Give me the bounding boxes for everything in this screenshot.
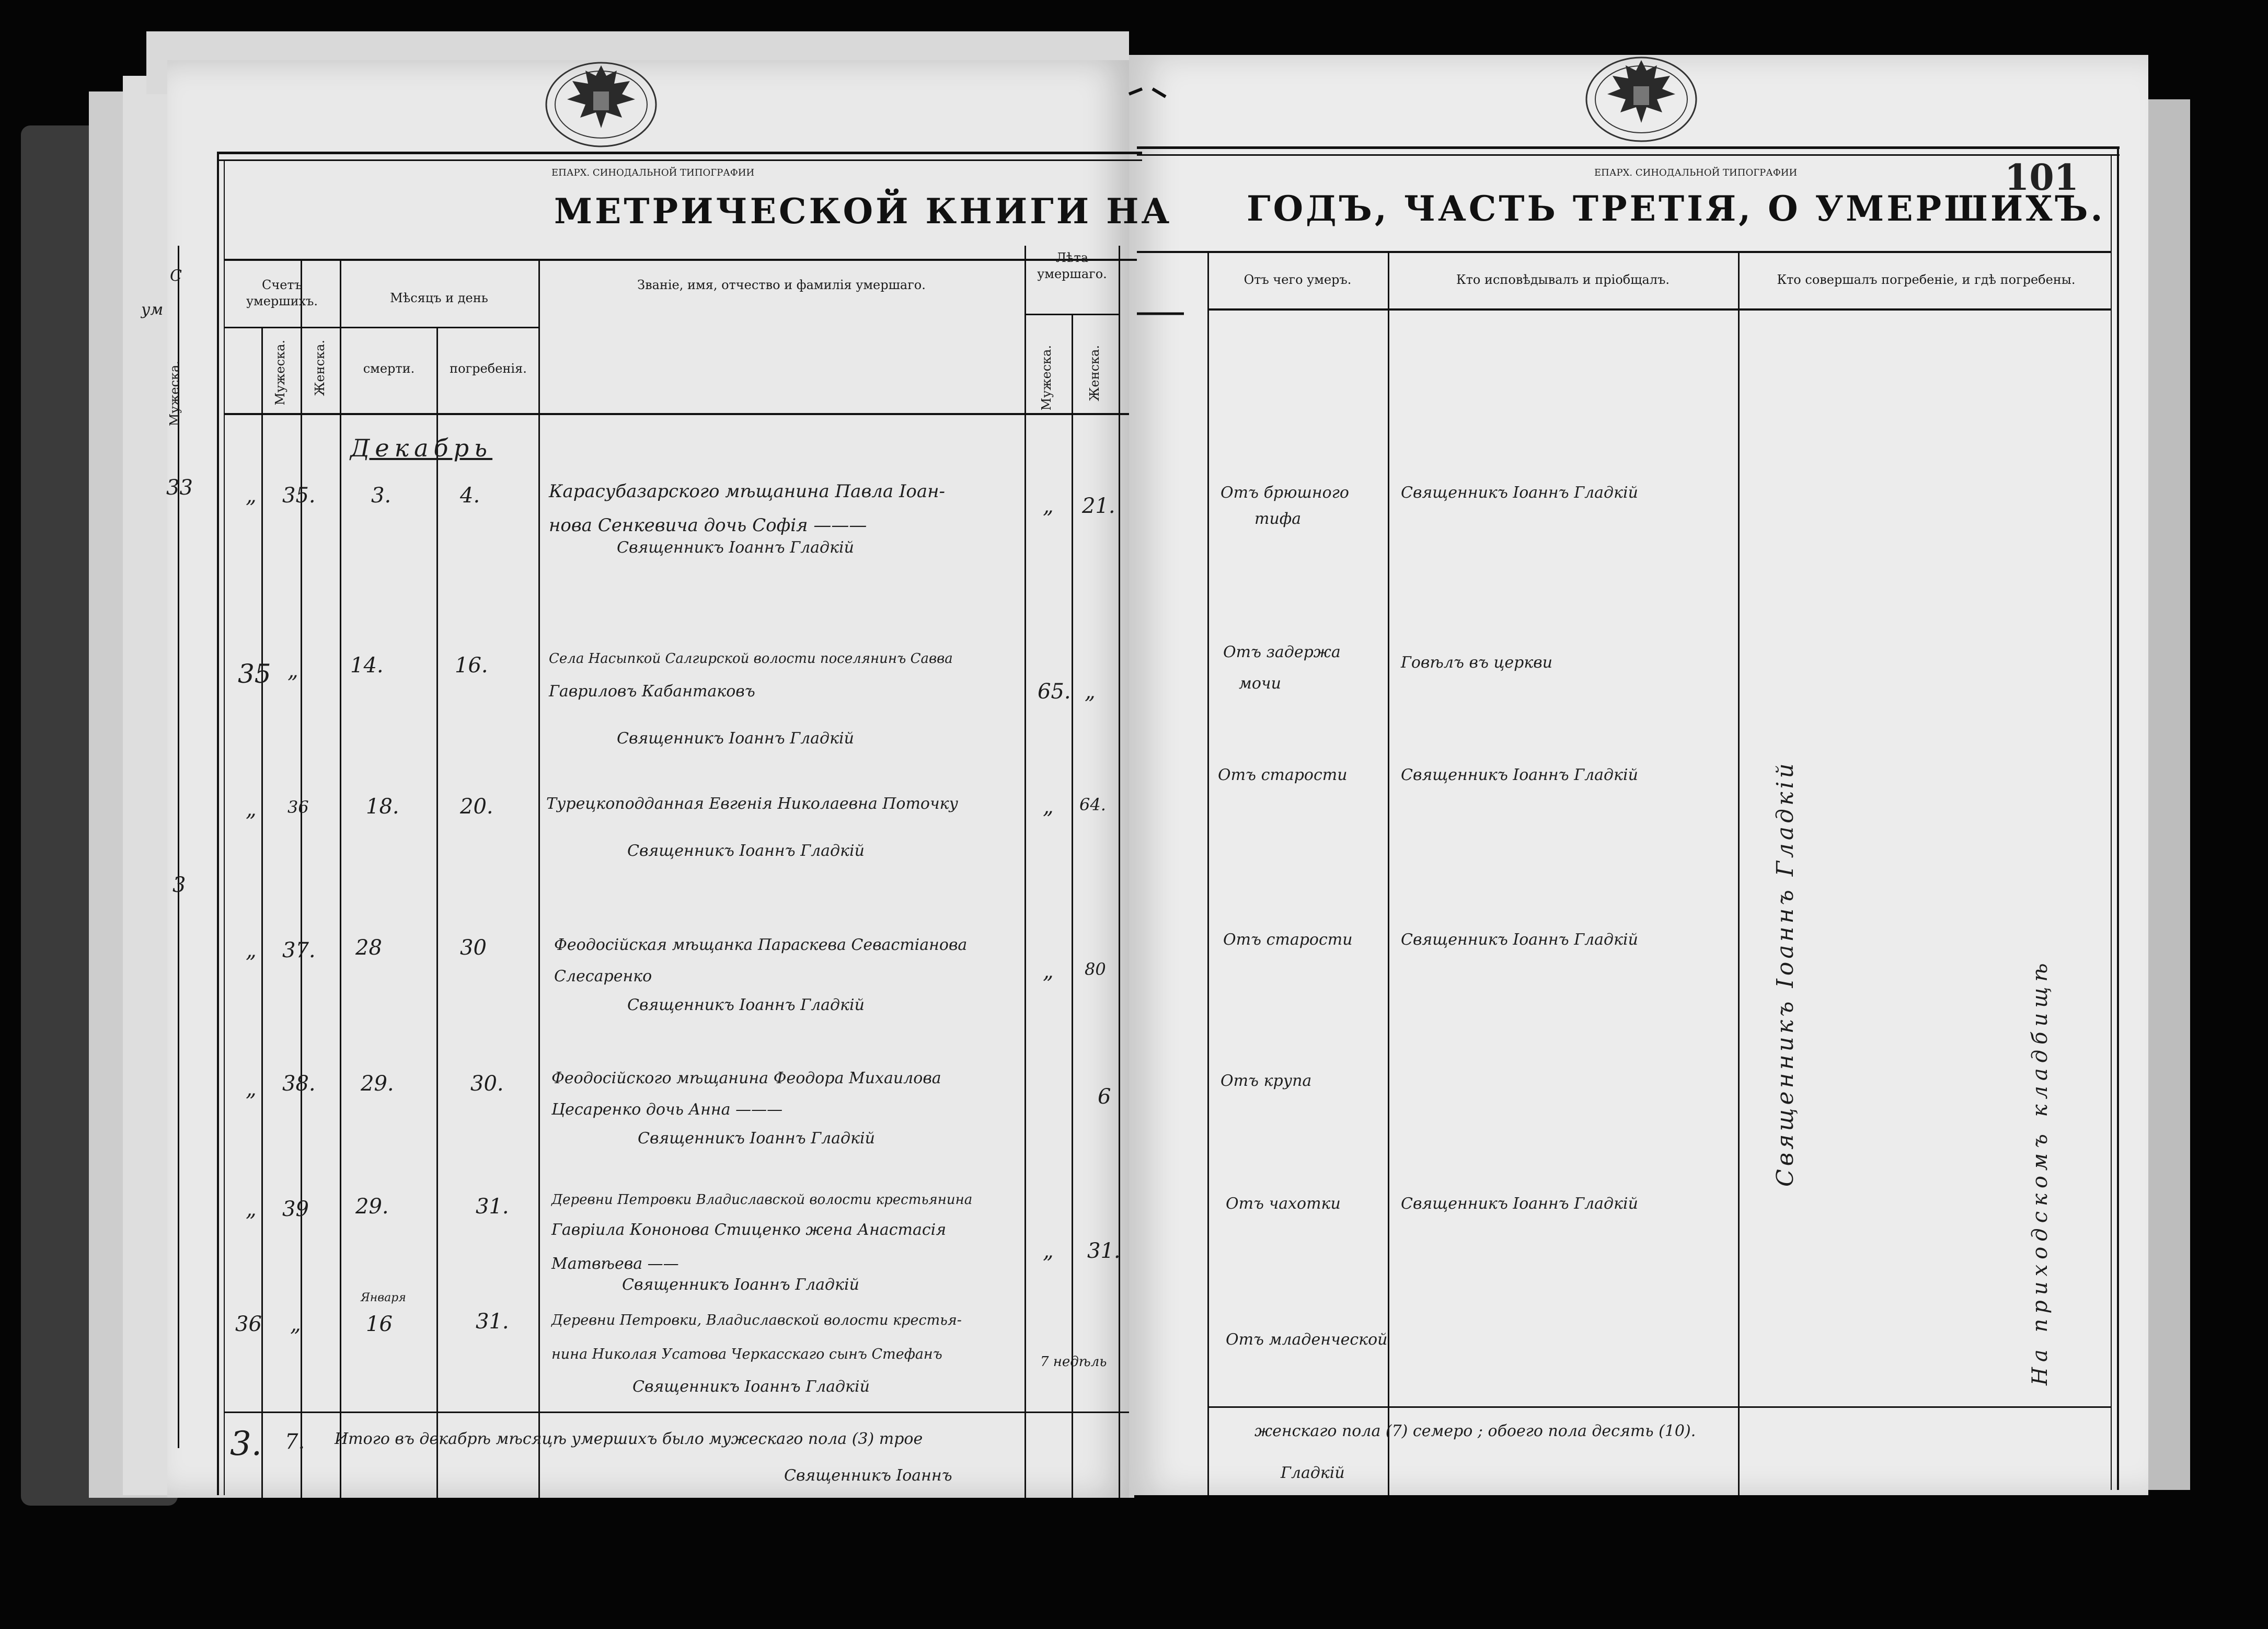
record-4-death: 28 bbox=[355, 936, 382, 960]
seal-label-right: ЕПАРХ. СИНОДАЛЬНОЙ ТИПОГРАФИИ bbox=[1594, 167, 1798, 178]
col-head-cause: Отъ чего умеръ. bbox=[1244, 272, 1352, 287]
frame-top-left-inner bbox=[217, 159, 1142, 161]
totals-text-left: Итого въ декабрѣ мѣсяцѣ умершихъ было мужескаго пола (3) трое bbox=[335, 1430, 923, 1448]
record-3-age-male: „ bbox=[1043, 795, 1054, 819]
totals-text-right: женскаго пола (7) семеро ; обоего пола десять (10). bbox=[1254, 1422, 1696, 1440]
record-5-male: „ bbox=[246, 1077, 257, 1101]
frame-top-left bbox=[217, 152, 1142, 154]
col-line-4 bbox=[436, 327, 438, 1498]
record-4-age-male: „ bbox=[1043, 959, 1054, 983]
record-5-death: 29. bbox=[361, 1072, 394, 1096]
record-6-confessor: Священникъ Іоаннъ Гладкій bbox=[1401, 1195, 1638, 1213]
prev-page-head-a: С bbox=[170, 267, 182, 285]
col-head-age-female: Женска. bbox=[1087, 345, 1102, 401]
record-7-burial: 31. bbox=[476, 1310, 509, 1334]
record-5-female: 38. bbox=[282, 1072, 316, 1096]
record-2-confessor: Говѣлъ въ церкви bbox=[1401, 653, 1553, 672]
record-7-name-line-1: Деревни Петровки, Владиславской волости крестья- bbox=[551, 1312, 962, 1328]
totals-sign-right: Гладкій bbox=[1281, 1464, 1345, 1482]
col-line-7 bbox=[1072, 314, 1073, 1498]
record-7-name-line-2: нина Николая Усатова Черкасскаго сынъ Стефанъ bbox=[551, 1346, 942, 1362]
prev-page-head-b: ум bbox=[141, 301, 164, 319]
col-line-6 bbox=[1024, 246, 1026, 1498]
table-subhead-left bbox=[225, 327, 538, 328]
record-4-male: „ bbox=[246, 938, 257, 962]
record-7-signature: Священникъ Іоаннъ Гладкій bbox=[632, 1378, 870, 1396]
record-6-age-female: 31. bbox=[1087, 1239, 1121, 1263]
totals-rule-right bbox=[1207, 1406, 2112, 1408]
table-top-right bbox=[1137, 251, 2112, 253]
record-1-female: 35. bbox=[282, 484, 316, 508]
record-6-signature: Священникъ Іоаннъ Гладкій bbox=[622, 1276, 859, 1294]
record-6-name-line-1: Деревни Петровки Владиславской волости крестьянина bbox=[551, 1192, 973, 1208]
col-head-count: Счетъ умершихъ. bbox=[246, 278, 318, 309]
record-6-female: 39 bbox=[282, 1197, 309, 1221]
col-head-female: Женска. bbox=[313, 340, 327, 396]
record-2-female: „ bbox=[287, 659, 298, 683]
record-1-age-male: „ bbox=[1043, 494, 1054, 518]
record-6-male: „ bbox=[246, 1197, 257, 1221]
side-note-priest-place: Священникъ Іоаннъ Гладкій bbox=[1772, 760, 1799, 1187]
col-line-10 bbox=[1388, 251, 1389, 1495]
record-6-cause-1: Отъ чахотки bbox=[1226, 1195, 1341, 1213]
record-2-name-line-1: Села Насыпкой Салгирской волости поселянинъ Савва bbox=[549, 651, 953, 667]
prev-page-num-3: 3 bbox=[172, 873, 186, 897]
record-2-name-line-2: Гавриловъ Кабантаковъ bbox=[549, 682, 755, 701]
col-head-burial: погребенія. bbox=[450, 361, 527, 376]
col-head-confessor: Кто исповѣдывалъ и пріобщалъ. bbox=[1456, 272, 1670, 287]
record-4-cause-1: Отъ старости bbox=[1223, 931, 1353, 949]
record-4-signature: Священникъ Іоаннъ Гладкій bbox=[627, 996, 865, 1014]
record-4-name-line-2: Слесаренко bbox=[554, 967, 652, 985]
frame-right bbox=[2117, 146, 2119, 1490]
record-3-confessor: Священникъ Іоаннъ Гладкій bbox=[1401, 766, 1638, 784]
side-note-cemetery: На приходскомъ кладбищѣ bbox=[2028, 958, 2052, 1385]
totals-rule-left bbox=[225, 1412, 1129, 1413]
record-1-name-line-2: нова Сенкевича дочь Софія ——— bbox=[549, 515, 867, 536]
record-5-name-line-1: Феодосійского мѣщанина Феодора Михаилова bbox=[551, 1069, 941, 1087]
record-1-burial: 4. bbox=[460, 484, 480, 508]
table-head-bottom-right bbox=[1207, 308, 2112, 311]
col-head-age-male: Мужеска. bbox=[1039, 345, 1054, 411]
record-7-death-note: Января bbox=[361, 1291, 406, 1304]
record-1-cause-2: тифа bbox=[1254, 510, 1302, 528]
record-7-male: 36 bbox=[235, 1312, 262, 1336]
col-head-death: смерти. bbox=[363, 361, 415, 376]
month-label: Декабрь bbox=[350, 434, 493, 462]
record-3-age-female: 64. bbox=[1079, 795, 1106, 814]
record-3-female: 36 bbox=[287, 797, 309, 817]
heading-right: ГОДЪ, ЧАСТЬ ТРЕТІЯ, О УМЕРШИХЪ. bbox=[1247, 188, 2105, 229]
record-2-death: 14. bbox=[350, 653, 384, 678]
record-7-cause-1: Отъ младенческой bbox=[1226, 1330, 1388, 1349]
prev-page-male-label: Мужеска. bbox=[167, 361, 182, 427]
table-head-bottom-left bbox=[225, 413, 1129, 415]
record-1-signature: Священникъ Іоаннъ Гладкій bbox=[617, 538, 854, 557]
record-7-death: 16 bbox=[366, 1312, 393, 1336]
col-line-5 bbox=[538, 259, 540, 1498]
record-2-signature: Священникъ Іоаннъ Гладкій bbox=[617, 729, 854, 748]
col-head-burier: Кто совершалъ погребеніе, и гдѣ погребены. bbox=[1777, 272, 2076, 287]
record-5-signature: Священникъ Іоаннъ Гладкій bbox=[638, 1129, 875, 1148]
record-6-name-line-2: Гавріила Кононова Стиценко жена Анастасія bbox=[551, 1221, 947, 1239]
record-2-age-female: „ bbox=[1085, 680, 1096, 704]
record-5-cause-1: Отъ крупа bbox=[1221, 1072, 1312, 1090]
record-6-age-male: „ bbox=[1043, 1239, 1054, 1263]
record-2-burial: 16. bbox=[455, 653, 488, 678]
binding-stitch-top bbox=[1124, 84, 1171, 105]
record-2-cause-2: мочи bbox=[1239, 674, 1281, 693]
col-head-male: Мужеска. bbox=[273, 340, 287, 406]
record-4-female: 37. bbox=[282, 938, 316, 962]
page-number: 101 bbox=[2005, 157, 2079, 199]
record-3-signature: Священникъ Іоаннъ Гладкій bbox=[627, 842, 865, 860]
record-2-male: 35 bbox=[238, 659, 271, 689]
table-top-left bbox=[225, 259, 1137, 261]
record-4-burial: 30 bbox=[460, 936, 487, 960]
record-2-cause-1: Отъ задержа bbox=[1223, 643, 1341, 661]
record-5-age-female: 6 bbox=[1098, 1085, 1111, 1109]
col-line-8 bbox=[1119, 246, 1120, 1498]
record-3-death: 18. bbox=[366, 795, 399, 819]
record-3-cause-1: Отъ старости bbox=[1218, 766, 1348, 784]
record-3-male: „ bbox=[246, 797, 257, 821]
record-3-name-line-1: Турецкоподданная Евгенія Николаевна Поточку bbox=[546, 795, 958, 813]
prev-page-num-33: 33 bbox=[166, 476, 193, 500]
record-4-age-female: 80 bbox=[1085, 959, 1106, 979]
record-4-confessor: Священникъ Іоаннъ Гладкій bbox=[1401, 931, 1638, 949]
totals-sign-left: Священникъ Іоаннъ bbox=[784, 1466, 952, 1485]
frame-right-inner bbox=[2111, 154, 2112, 1490]
col-head-age: Лѣта умершаго. bbox=[1037, 250, 1107, 282]
frame-top-right bbox=[1137, 146, 2120, 149]
record-1-male: „ bbox=[246, 484, 257, 508]
record-1-confessor: Священникъ Іоаннъ Гладкій bbox=[1401, 484, 1638, 502]
col-line-3 bbox=[340, 259, 341, 1498]
record-5-name-line-2: Цесаренко дочь Анна ——— bbox=[551, 1100, 783, 1119]
col-line-11 bbox=[1738, 251, 1740, 1495]
totals-female: 7. bbox=[285, 1430, 305, 1454]
totals-male: 3. bbox=[230, 1425, 262, 1463]
record-1-age-female: 21. bbox=[1082, 494, 1115, 518]
record-2-age-male: 65. bbox=[1038, 680, 1071, 704]
seal-label-left: ЕПАРХ. СИНОДАЛЬНОЙ ТИПОГРАФИИ bbox=[551, 167, 755, 178]
frame-top-right-inner bbox=[1137, 154, 2120, 156]
record-3-burial: 20. bbox=[460, 795, 493, 819]
record-5-burial: 30. bbox=[470, 1072, 504, 1096]
frame-left bbox=[217, 152, 219, 1495]
binding-stitch-mid bbox=[1134, 306, 1187, 322]
record-7-age-male: 7 недѣль bbox=[1040, 1354, 1107, 1370]
col-head-month-day: Мѣсяцъ и день bbox=[390, 291, 488, 305]
frame-left-inner bbox=[224, 159, 225, 1495]
record-1-death: 3. bbox=[371, 484, 392, 508]
record-4-name-line-1: Феодосійская мѣщанка Параскева Севастіанова bbox=[554, 936, 968, 954]
record-1-cause-1: Отъ брюшного bbox=[1221, 484, 1349, 502]
record-6-name-line-3: Матвѣева —— bbox=[551, 1255, 679, 1273]
record-6-death: 29. bbox=[355, 1195, 389, 1219]
record-7-female: „ bbox=[290, 1312, 301, 1336]
record-1-name-line-1: Карасубазарского мѣщанина Павла Іоан- bbox=[549, 481, 946, 502]
heading-left: МЕТРИЧЕСКОЙ КНИГИ НА bbox=[554, 191, 1172, 232]
col-line-9 bbox=[1207, 251, 1209, 1495]
imperial-seal-left bbox=[544, 55, 659, 151]
record-6-burial: 31. bbox=[476, 1195, 509, 1219]
imperial-seal-right bbox=[1584, 50, 1699, 146]
col-head-name: Званіе, имя, отчество и фамилія умершаго. bbox=[637, 278, 926, 292]
